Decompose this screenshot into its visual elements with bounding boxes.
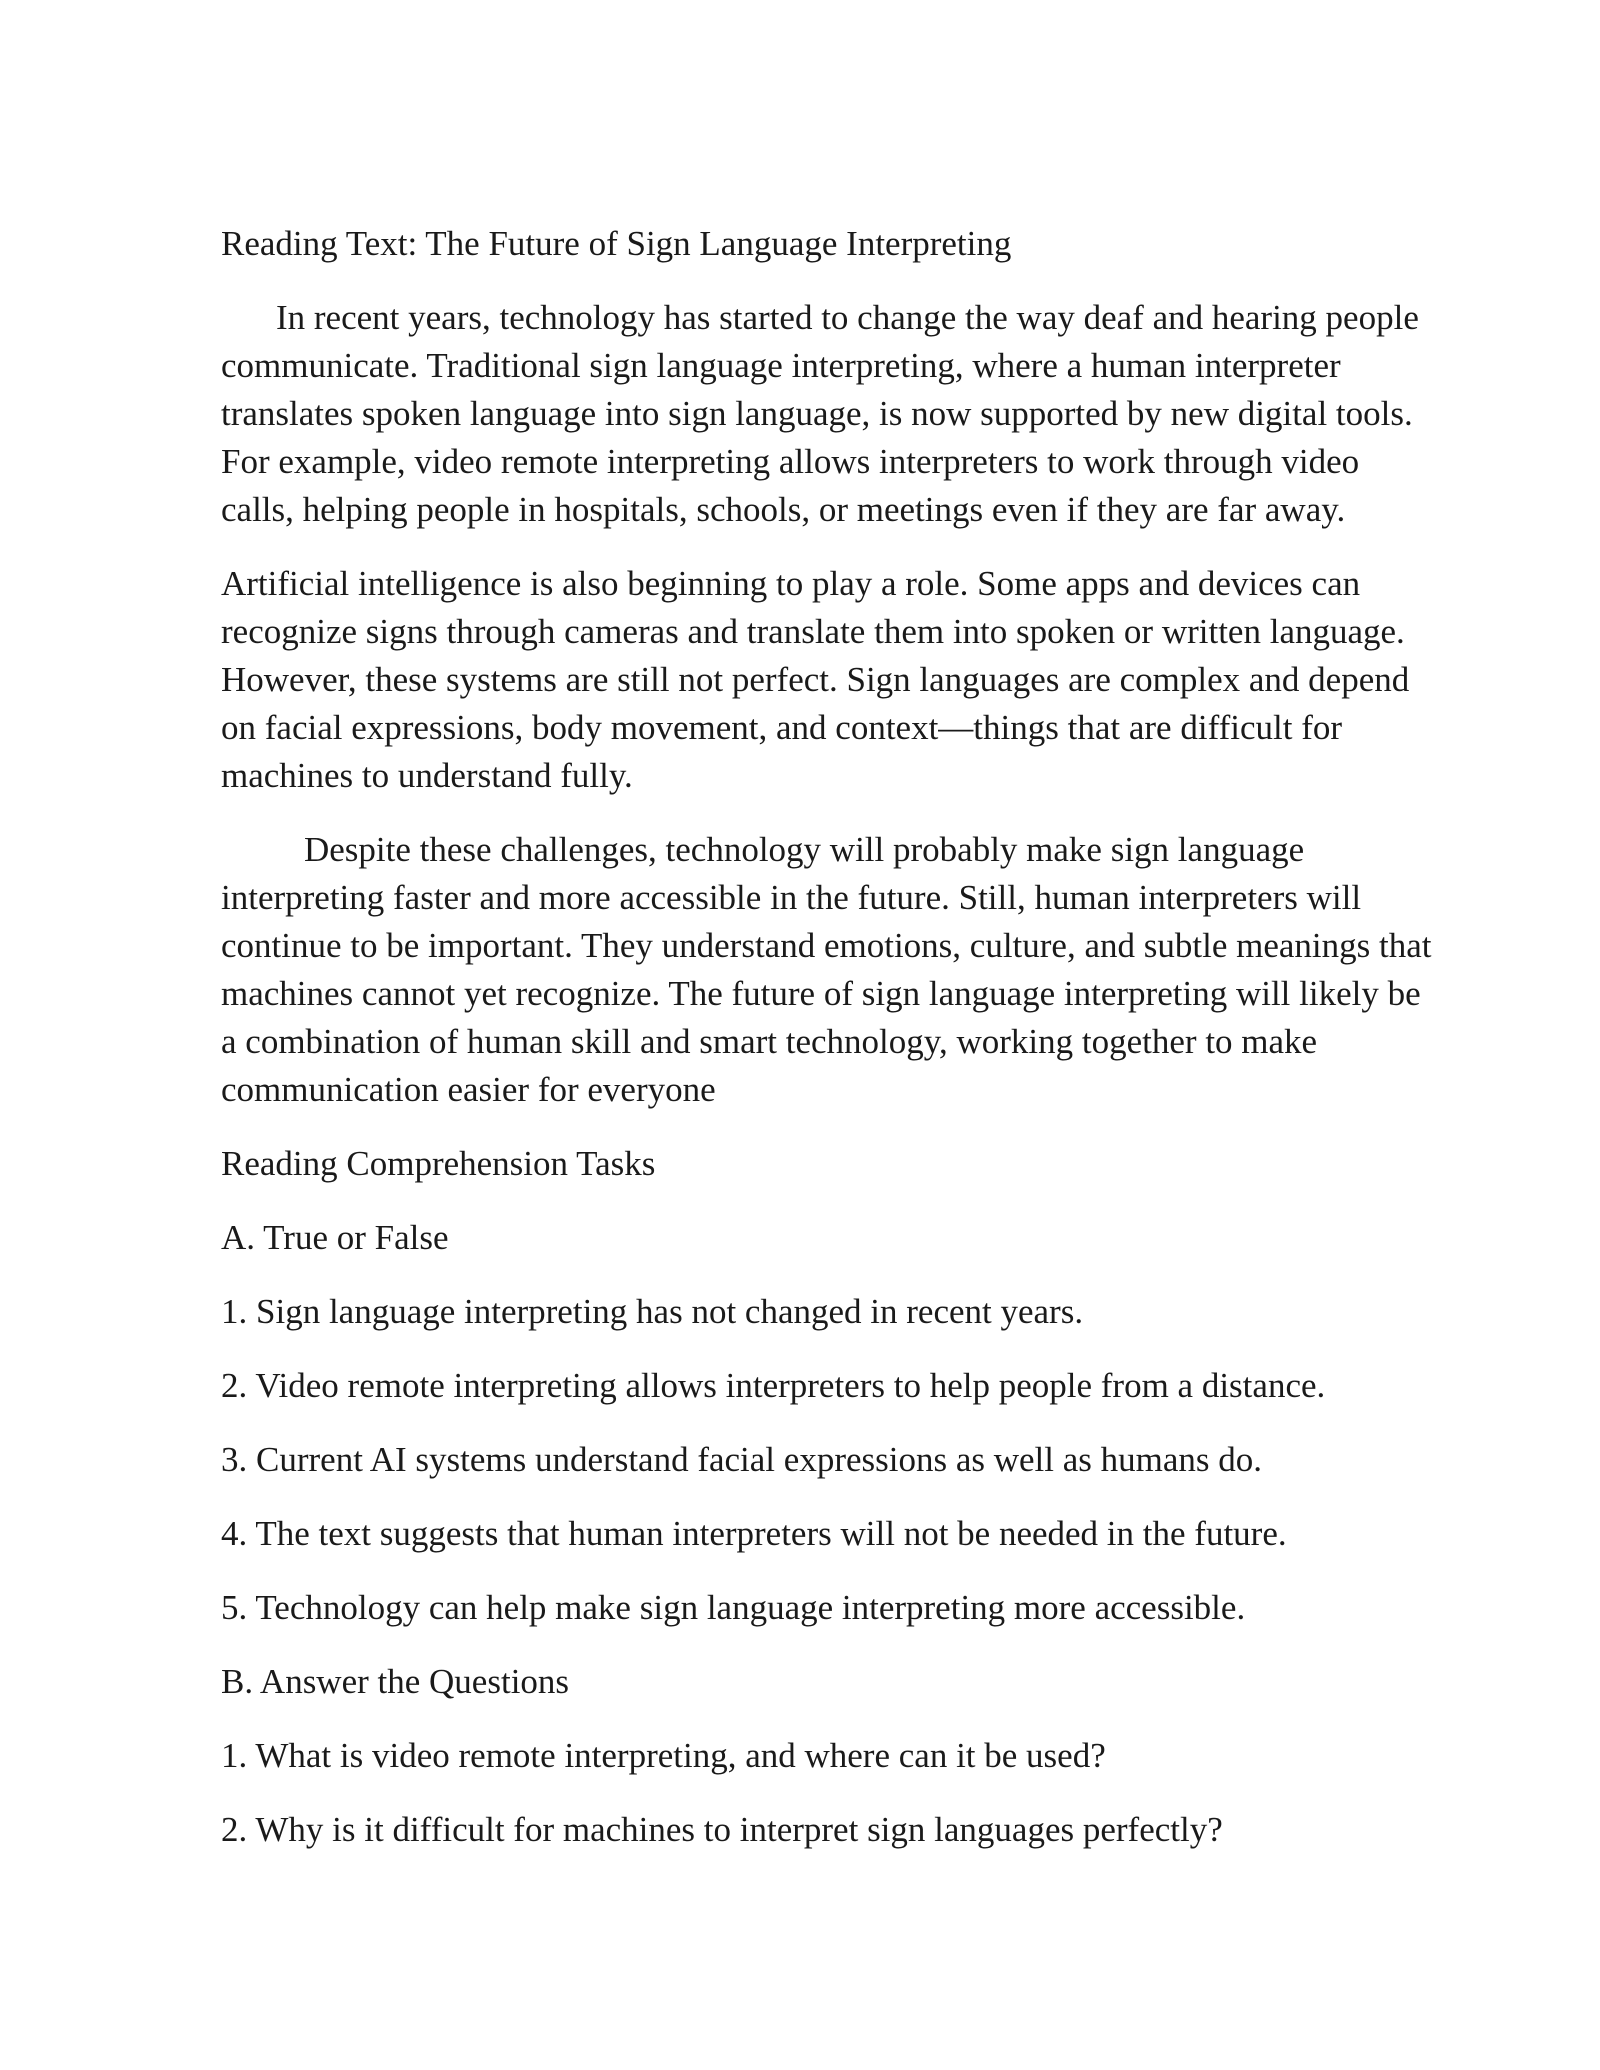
question-item: 2. Why is it difficult for machines to interpret sign languages perfectly? (221, 1810, 1223, 1849)
paragraph-line: a combination of human skill and smart technology, working together to make (221, 1022, 1318, 1061)
paragraph-line: continue to be important. They understand emotions, culture, and subtle meanings that (221, 926, 1432, 965)
paragraph-3 (221, 826, 1501, 1114)
paragraph-line: communication easier for everyone (221, 1070, 716, 1109)
question-item: 1. What is video remote interpreting, and where can it be used? (221, 1736, 1106, 1775)
paragraph-line: Artificial intelligence is also beginning to play a role. Some apps and devices can (221, 564, 1361, 603)
true-false-item: 2. Video remote interpreting allows interpreters to help people from a distance. (221, 1366, 1326, 1405)
paragraph-line: on facial expressions, body movement, and context—things that are difficult for (221, 708, 1343, 747)
paragraph-line: calls, helping people in hospitals, schools, or meetings even if they are far away. (221, 490, 1346, 529)
paragraph-1 (221, 294, 1501, 534)
document-body (221, 220, 1501, 1880)
paragraph-line: interpreting faster and more accessible in the future. Still, human interpreters will (221, 878, 1362, 917)
paragraph-line: communicate. Traditional sign language interpreting, where a human interpreter (221, 346, 1341, 385)
paragraph-line: translates spoken language into sign language, is now supported by new digital tools. (221, 394, 1413, 433)
paragraph-line: machines cannot yet recognize. The future of sign language interpreting will likely be (221, 974, 1421, 1013)
true-false-item: 1. Sign language interpreting has not changed in recent years. (221, 1292, 1084, 1331)
paragraph-line: Despite these challenges, technology will probably make sign language (304, 830, 1305, 869)
paragraph-line: machines to understand fully. (221, 756, 633, 795)
section-b-heading: B. Answer the Questions (221, 1662, 570, 1701)
true-false-item: 3. Current AI systems understand facial expressions as well as humans do. (221, 1440, 1263, 1479)
paragraph-2 (221, 560, 1501, 800)
tasks-heading: Reading Comprehension Tasks (221, 1144, 656, 1183)
paragraph-line: In recent years, technology has started to change the way deaf and hearing people (276, 298, 1419, 337)
true-false-item: 4. The text suggests that human interpreters will not be needed in the future. (221, 1514, 1287, 1553)
page-title: Reading Text: The Future of Sign Language Interpreting (221, 224, 1012, 263)
paragraph-line: recognize signs through cameras and translate them into spoken or written language. (221, 612, 1405, 651)
paragraph-line: However, these systems are still not perfect. Sign languages are complex and depend (221, 660, 1410, 699)
true-false-item: 5. Technology can help make sign language interpreting more accessible. (221, 1588, 1246, 1627)
paragraph-line: For example, video remote interpreting allows interpreters to work through video (221, 442, 1360, 481)
section-a-heading: A. True or False (221, 1218, 449, 1257)
